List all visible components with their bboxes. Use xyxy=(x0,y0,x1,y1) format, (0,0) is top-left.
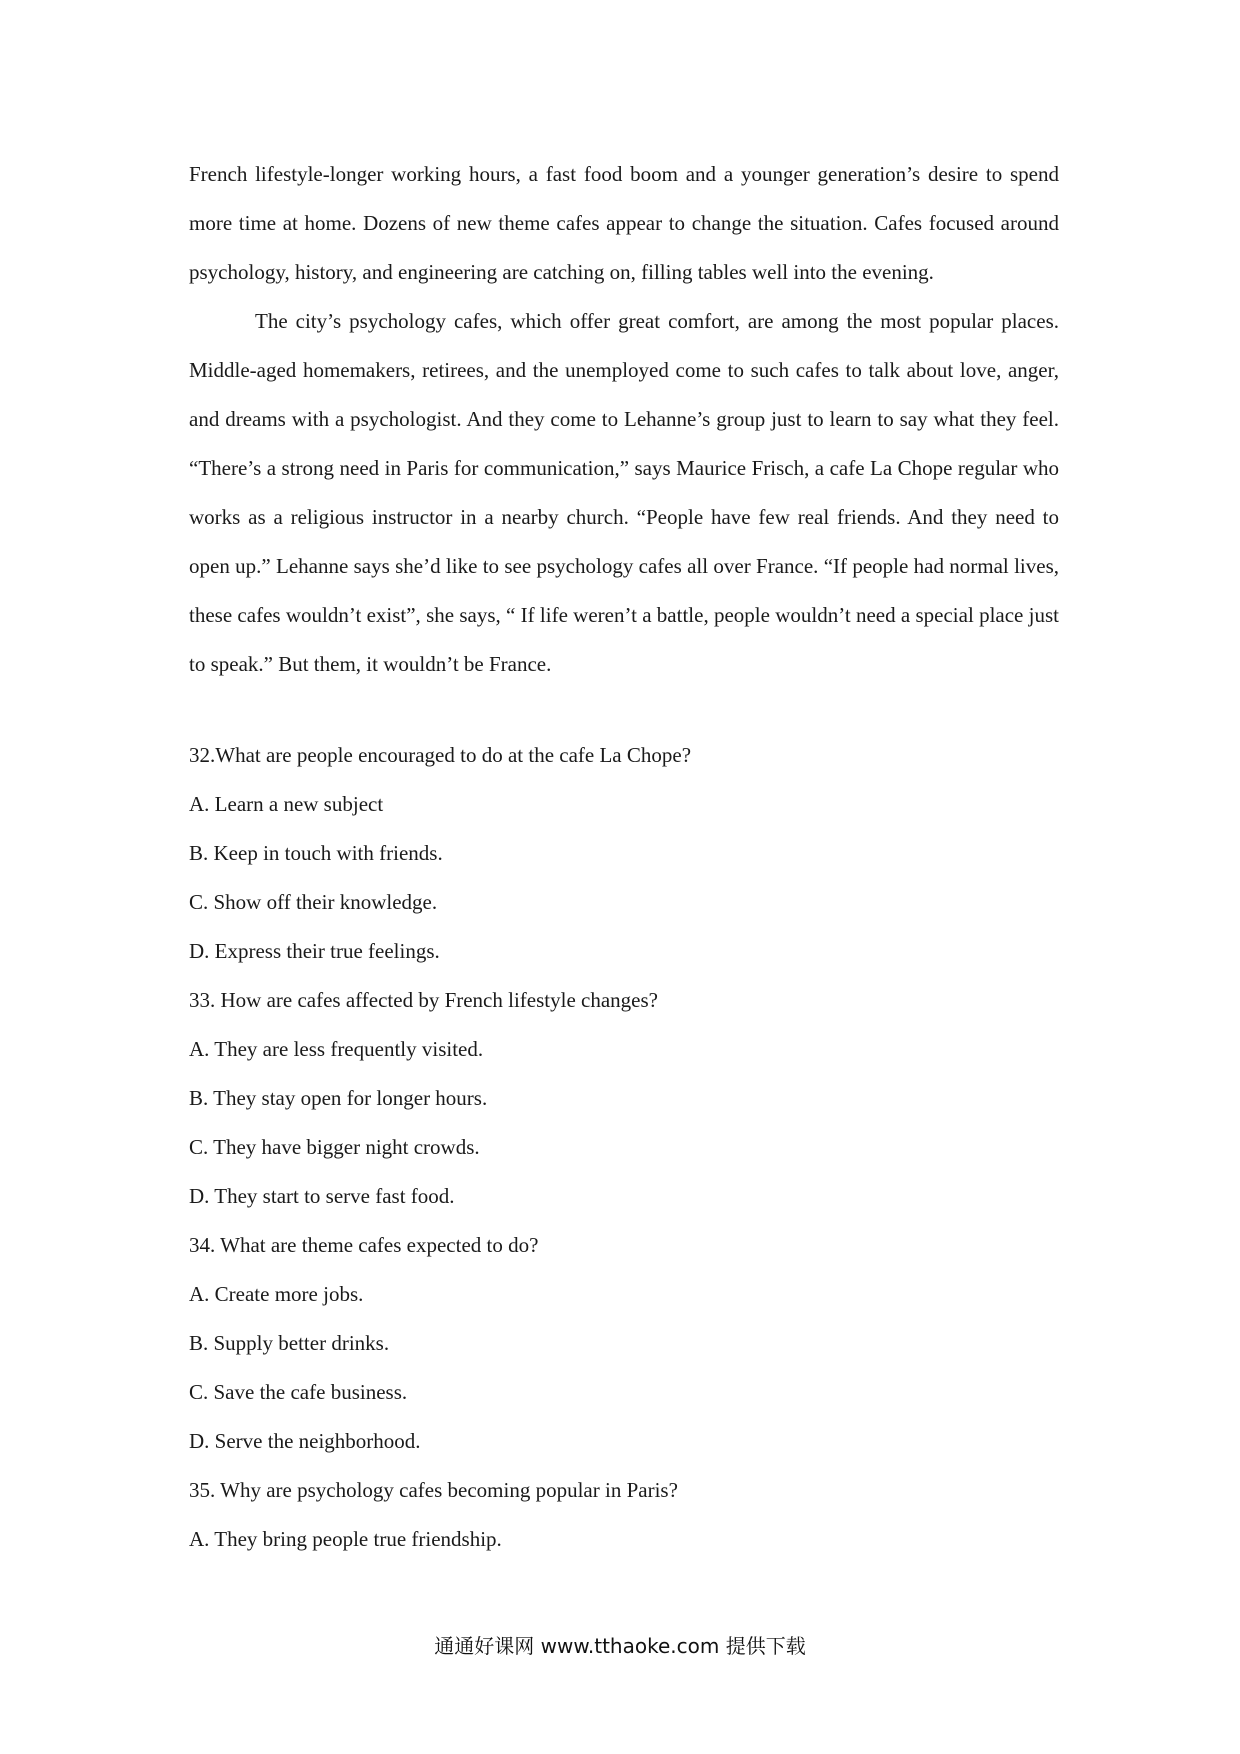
page-footer: 通通好课网 www.tthaoke.com 提供下载 xyxy=(434,1634,806,1658)
passage-paragraph-1: French lifestyle-longer working hours, a fast food boom and a younger generation’s desire to spend more time at home. Dozens of new theme cafes appear to change the situation. Cafes focused around psychology, history, and engineering are catching on, filling tables well into the evening. xyxy=(189,162,1059,284)
question-option: C. Show off their knowledge. xyxy=(189,890,438,914)
question-list xyxy=(189,731,1059,1564)
question-option: D. Serve the neighborhood. xyxy=(189,1429,421,1453)
question-stem: 33. How are cafes affected by French lifestyle changes? xyxy=(189,988,658,1012)
question-option: D. Express their true feelings. xyxy=(189,939,440,963)
question-stem: 32.What are people encouraged to do at the cafe La Chope? xyxy=(189,743,692,767)
question-34 xyxy=(189,1221,1059,1466)
question-option: B. Keep in touch with friends. xyxy=(189,841,443,865)
question-option: C. They have bigger night crowds. xyxy=(189,1135,480,1159)
question-option: C. Save the cafe business. xyxy=(189,1380,408,1404)
question-option: A. They bring people true friendship. xyxy=(189,1527,502,1551)
question-32 xyxy=(189,731,1059,976)
question-35 xyxy=(189,1466,1059,1564)
question-option: A. Create more jobs. xyxy=(189,1282,364,1306)
passage-paragraph-2: The city’s psychology cafes, which offer great comfort, are among the most popular places. Middle-aged homemakers, retirees, and the unemployed come to such cafes to talk about love, anger, and dreams with a psychologist. And they come to Lehanne’s group just to learn to say what they feel. “There’s a strong need in Paris for communication,” says Maurice Frisch, a cafe La Chope regular who works as a religious instructor in a nearby church. “People have few real friends. And they need to open up.” Lehanne says she’d like to see psychology cafes all over France. “If people had normal lives, these cafes wouldn’t exist”, she says, “ If life weren’t a battle, people wouldn’t need a special place just to speak.” But them, it wouldn’t be France. xyxy=(189,309,1059,676)
document-body xyxy=(189,150,1059,1564)
question-option: D. They start to serve fast food. xyxy=(189,1184,455,1208)
question-option: A. They are less frequently visited. xyxy=(189,1037,484,1061)
question-option: A. Learn a new subject xyxy=(189,792,384,816)
question-option: B. They stay open for longer hours. xyxy=(189,1086,488,1110)
question-33 xyxy=(189,976,1059,1221)
question-stem: 35. Why are psychology cafes becoming popular in Paris? xyxy=(189,1478,678,1502)
question-option: B. Supply better drinks. xyxy=(189,1331,390,1355)
question-stem: 34. What are theme cafes expected to do? xyxy=(189,1233,539,1257)
